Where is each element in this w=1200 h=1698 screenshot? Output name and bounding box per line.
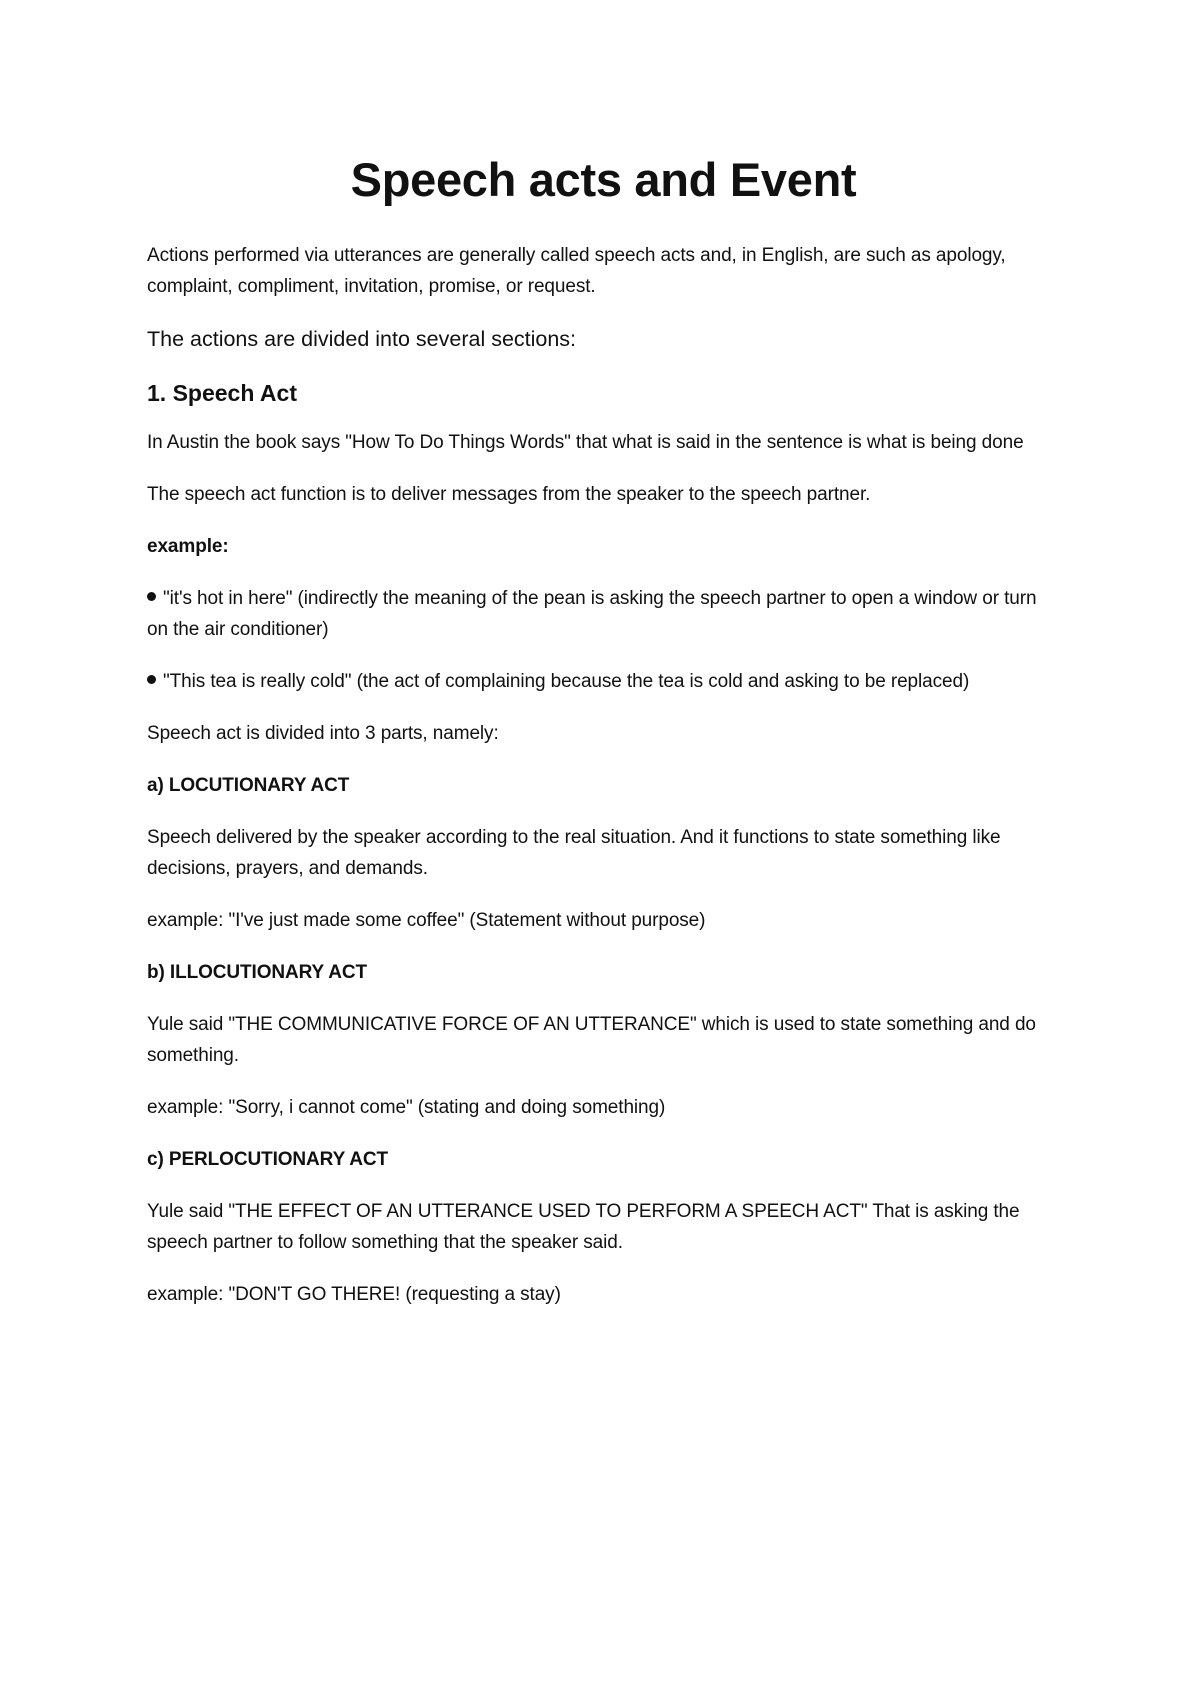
part-heading-locutionary: a) LOCUTIONARY ACT: [147, 775, 350, 796]
part-text-locutionary: Speech delivered by the speaker according to the real situation. And it functions to state something like decisions, prayers, and demands.: [147, 827, 1001, 879]
bullet-item: [147, 666, 1060, 697]
bullet-item: [147, 583, 1060, 645]
part-example-perlocutionary: example: "DON'T GO THERE! (requesting a stay): [147, 1284, 561, 1305]
page-title: Speech acts and Event: [350, 153, 857, 206]
example-label: example:: [147, 536, 229, 557]
part-example-locutionary: example: "I've just made some coffee" (Statement without purpose): [147, 910, 706, 931]
part-heading-perlocutionary: c) PERLOCUTIONARY ACT: [147, 1149, 389, 1170]
intro-paragraph: Actions performed via utterances are generally called speech acts and, in English, are such as apology, complaint, compliment, invitation, promise, or request.: [147, 245, 1006, 297]
function-paragraph: The speech act function is to deliver messages from the speaker to the speech partner.: [147, 484, 871, 505]
bullet-icon: [147, 675, 156, 684]
bullet-text: "This tea is really cold" (the act of complaining because the tea is cold and asking to be replaced): [163, 671, 970, 692]
section-heading-speech-act: 1. Speech Act: [147, 380, 297, 406]
bullet-icon: [147, 592, 156, 601]
part-example-illocutionary: example: "Sorry, i cannot come" (stating and doing something): [147, 1097, 666, 1118]
austin-paragraph: In Austin the book says "How To Do Things Words" that what is said in the sentence is what is being done: [147, 432, 1024, 453]
part-text-illocutionary: Yule said "THE COMMUNICATIVE FORCE OF AN UTTERANCE" which is used to state something and do something.: [147, 1014, 1036, 1066]
part-text-perlocutionary: Yule said "THE EFFECT OF AN UTTERANCE USED TO PERFORM A SPEECH ACT" That is asking the speech partner to follow something that the speaker said.: [147, 1201, 1020, 1253]
bullet-text: "it's hot in here" (indirectly the meaning of the pean is asking the speech partner to open a window or turn on the air conditioner): [147, 588, 1037, 640]
part-heading-illocutionary: b) ILLOCUTIONARY ACT: [147, 962, 367, 983]
parts-intro: Speech act is divided into 3 parts, namely:: [147, 723, 499, 744]
sections-lead: The actions are divided into several sections:: [147, 327, 577, 351]
